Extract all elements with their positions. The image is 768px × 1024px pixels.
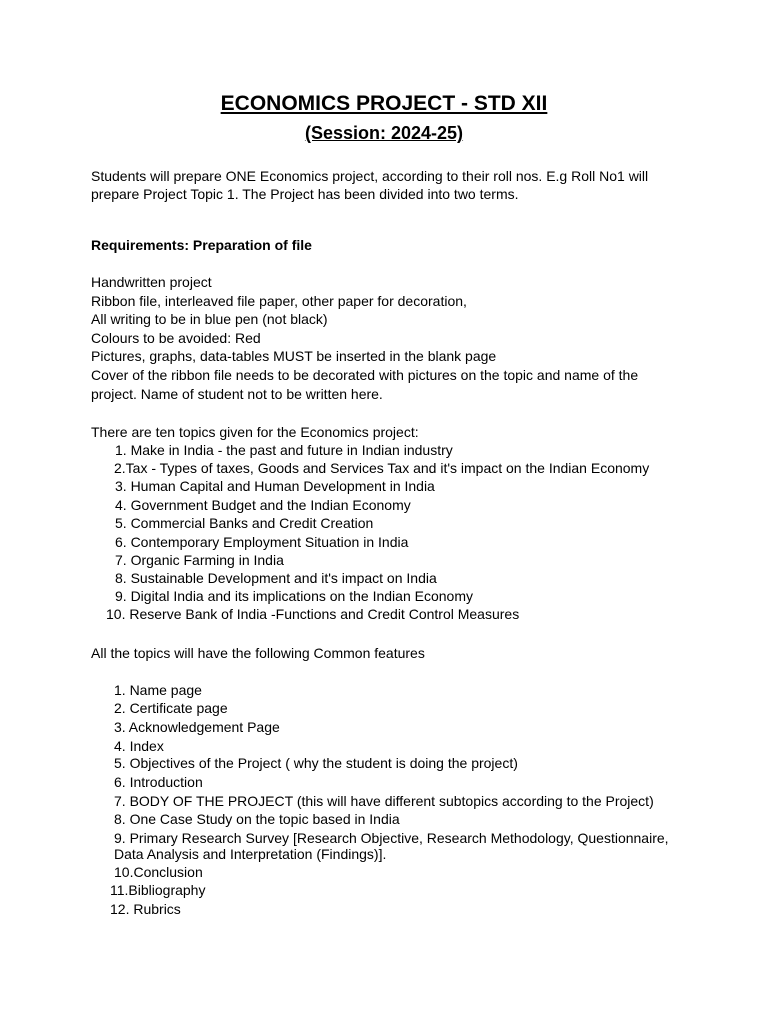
requirement-item: Pictures, graphs, data-tables MUST be inserted in the blank page (91, 348, 497, 364)
topic-item: 1. Make in India - the past and future in Indian industry (115, 442, 453, 458)
feature-item: 10.Conclusion (114, 864, 203, 880)
feature-item: 6. Introduction (114, 774, 203, 790)
requirement-item: Ribbon file, interleaved file paper, other paper for decoration, (91, 293, 467, 309)
feature-item: 3. Acknowledgement Page (114, 719, 280, 735)
topics-intro: There are ten topics given for the Economics project: (91, 424, 419, 440)
topic-item: 7. Organic Farming in India (115, 552, 284, 568)
topic-item: 5. Commercial Banks and Credit Creation (115, 515, 374, 531)
feature-item: 4. Index (114, 738, 164, 754)
topic-item: 2.Tax - Types of taxes, Goods and Services Tax and it's impact on the Indian Economy (114, 460, 650, 476)
requirements-heading: Requirements: Preparation of file (91, 237, 312, 253)
topic-item: 9. Digital India and its implications on the Indian Economy (115, 588, 473, 604)
requirement-item: Colours to be avoided: Red (91, 330, 261, 346)
requirement-item: Handwritten project (91, 274, 212, 290)
feature-item: 5. Objectives of the Project ( why the student is doing the project) (114, 755, 518, 771)
feature-item-continuation: Data Analysis and Interpretation (Findings)]. (114, 846, 387, 862)
requirement-item: Cover of the ribbon file needs to be decorated with pictures on the topic and name of the (91, 367, 639, 383)
feature-item: 12. Rubrics (110, 901, 181, 917)
feature-item: 1. Name page (114, 682, 202, 698)
feature-item: 11.Bibliography (110, 882, 206, 898)
requirement-item: All writing to be in blue pen (not black) (91, 311, 328, 327)
topic-item: 10. Reserve Bank of India -Functions and Credit Control Measures (106, 606, 520, 622)
requirement-item: project. Name of student not to be written here. (91, 386, 383, 402)
feature-item: 8. One Case Study on the topic based in India (114, 811, 400, 827)
topic-item: 8. Sustainable Development and it's impact on India (115, 570, 437, 586)
topic-item: 6. Contemporary Employment Situation in India (115, 534, 409, 550)
document-title: ECONOMICS PROJECT - STD XII (220, 92, 548, 115)
features-intro: All the topics will have the following Common features (91, 645, 425, 661)
feature-item: 2. Certificate page (114, 700, 228, 716)
feature-item: 7. BODY OF THE PROJECT (this will have different subtopics according to the Project) (114, 793, 654, 809)
topic-item: 4. Government Budget and the Indian Economy (115, 497, 411, 513)
intro-line: Students will prepare ONE Economics project, according to their roll nos. E.g Roll No1 will (91, 168, 649, 184)
session-subtitle: (Session: 2024-25) (304, 123, 464, 143)
topic-item: 3. Human Capital and Human Development in India (115, 478, 435, 494)
feature-item: 9. Primary Research Survey [Research Objective, Research Methodology, Questionnaire, (114, 830, 669, 846)
intro-line: prepare Project Topic 1. The Project has been divided into two terms. (91, 186, 519, 202)
